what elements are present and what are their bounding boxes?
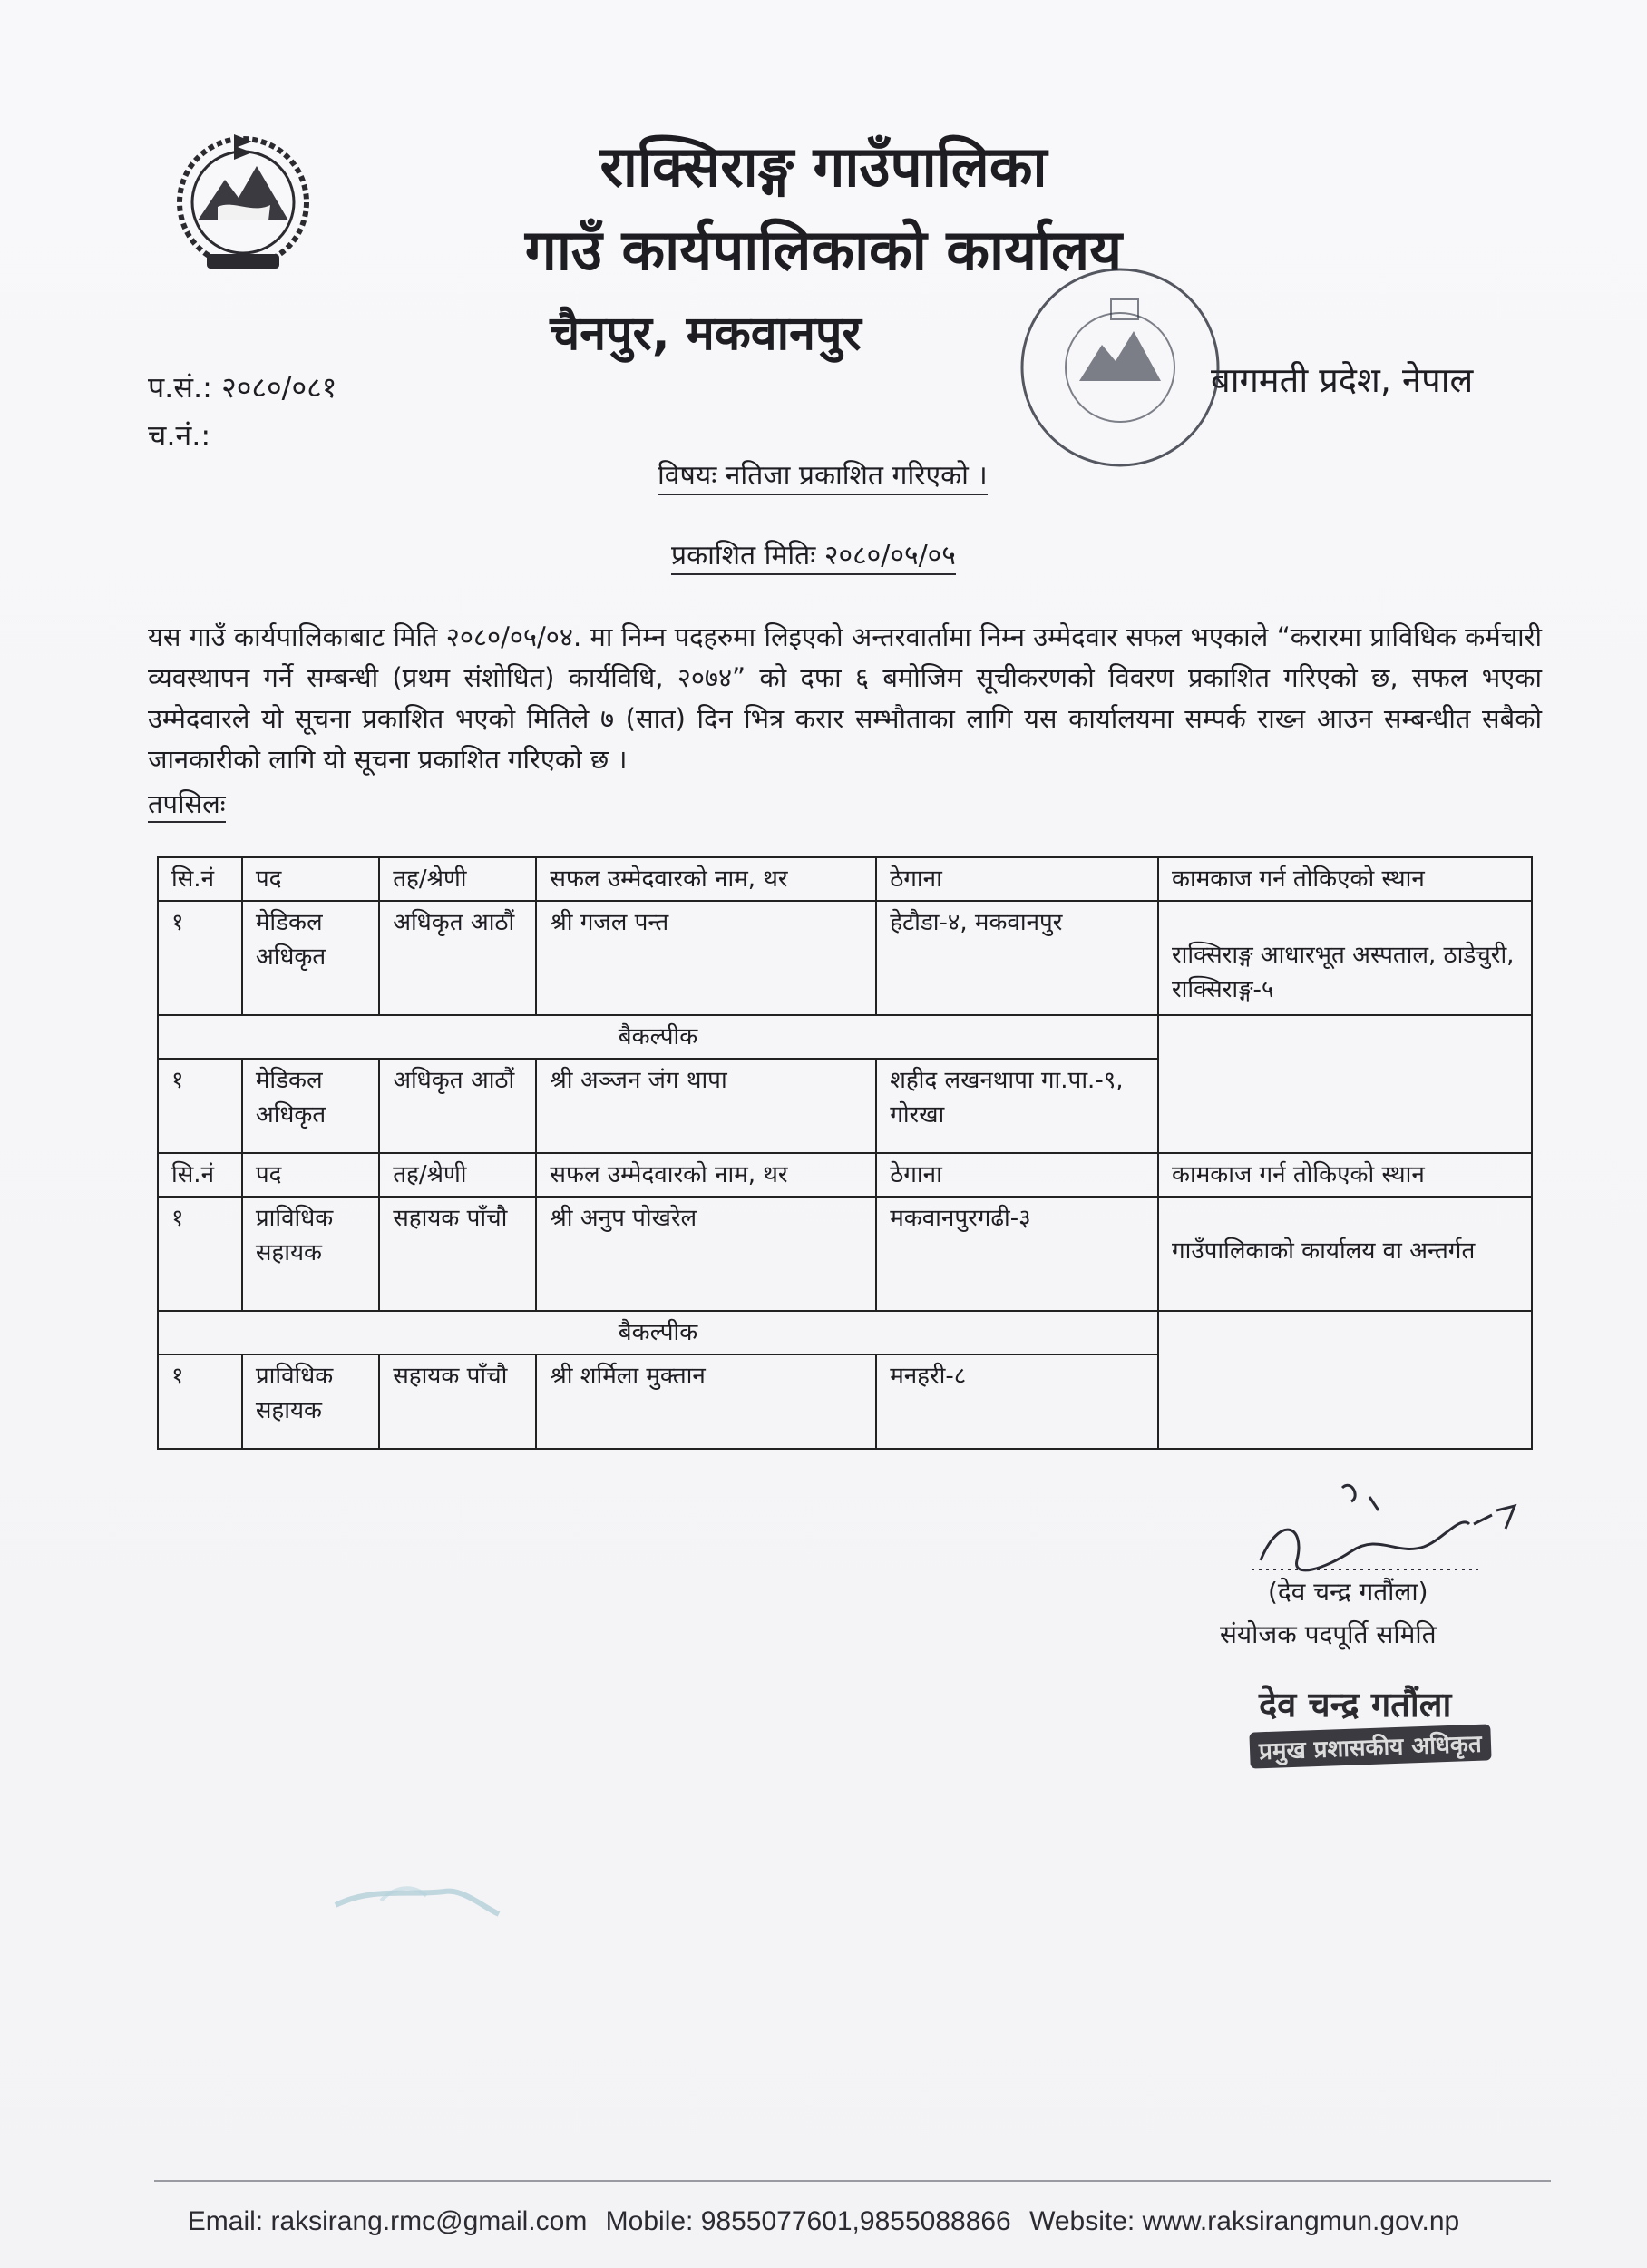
footer-contact <box>0 2206 1647 2237</box>
alternate-label-row: बैकल्पीक <box>158 1311 1532 1354</box>
table-row: १ मेडिकल अधिकृत अधिकृत आठौं श्री अञ्जन जंग थापा शहीद लखनथापा गा.पा.-९, गोरखा <box>158 1059 1532 1153</box>
reference-number: प.सं.: २०८०/०८१ <box>148 370 337 405</box>
notice-body: यस गाउँ कार्यपालिकाबाट मिति २०८०/०५/०४. मा निम्न पदहरुमा लिइएको अन्तरवार्तामा निम्न उम्मेदवार सफल भएकाले “करारमा प्राविधिक कर्मचारी व्यवस्थापन गर्ने सम्बन्धी (प्रथम संशोधित) कार्यविधि, २०७४” को दफा ६ बमोजिम सूचीकरणको विवरण प्रकाशित गरिएको छ, सफल भएका उम्मेदवारले यो सूचना प्रकाशित भएको मितिले ७ (सात) दिन भित्र करार सम्भौताका लागि यस कार्यालयमा सम्पर्क राख्न आउन सम्बन्धीत सबैको जानकारीको लागि यो सूचना प्रकाशित गरिएको छ । <box>148 621 1542 775</box>
table-row: १ प्राविधिक सहायक सहायक पाँचौ श्री शर्मिला मुक्तान मनहरी-८ <box>158 1354 1532 1449</box>
subject-line: विषयः नतिजा प्रकाशित गरिएको । <box>658 455 988 493</box>
table-row: १ मेडिकल अधिकृत अधिकृत आठौं श्री गजल पन्त हेटौडा-४, मकवानपुर राक्सिराङ्ग आधारभूत अस्पताल, ठाडेचुरी, राक्सिराङ्ग-५ <box>158 901 1532 1015</box>
table-row: १ प्राविधिक सहायक सहायक पाँचौ श्री अनुप पोखरेल मकवानपुरगढी-३ गाउँपालिकाको कार्यालय वा अन्तर्गत <box>158 1197 1532 1311</box>
office-address: चैनपुर, मकवानपुर <box>550 307 862 361</box>
stamp-title: प्रमुख प्रशासकीय अधिकृत <box>1249 1724 1491 1768</box>
results-table <box>157 856 1533 1450</box>
alternate-label-row: बैकल्पीक <box>158 1015 1532 1059</box>
footer-email: Email: raksirang.rmc@gmail.com <box>187 2206 588 2236</box>
details-label: तपसिलः <box>148 786 226 823</box>
ink-smudge-icon <box>326 1869 508 1932</box>
work-location: गाउँपालिकाको कार्यालय वा अन्तर्गत <box>1158 1197 1532 1311</box>
office-title-line2: गाउँ कार्यपालिकाको कार्यालय <box>524 217 1123 283</box>
signatory-name: (देव चन्द्र गतौंला) <box>1268 1577 1428 1607</box>
published-date: प्रकाशित मितिः २०८०/०५/०५ <box>671 535 956 572</box>
work-location: राक्सिराङ्ग आधारभूत अस्पताल, ठाडेचुरी, राक्सिराङ्ग-५ <box>1158 901 1532 1015</box>
dispatch-number: च.नं.: <box>148 418 211 453</box>
province-text: बागमती प्रदेश, नेपाल <box>1211 360 1474 400</box>
stamp-name: देव चन्द्र गतौंला <box>1259 1685 1452 1725</box>
office-title-line1: राक्सिराङ्ग गाउँपालिका <box>599 133 1048 200</box>
footer-divider <box>154 2180 1551 2182</box>
table-header-row: सि.नं पद तह/श्रेणी सफल उम्मेदवारको नाम, थर ठेगाना कामकाज गर्न तोकिएको स्थान <box>158 857 1532 901</box>
signatory-role: संयोजक पदपूर्ति समिति <box>1220 1619 1437 1649</box>
office-seal-icon <box>1016 263 1224 472</box>
footer-mobile: Mobile: 9855077601,9855088866 <box>605 2206 1011 2236</box>
footer-website: Website: www.raksirangmun.gov.np <box>1029 2206 1460 2236</box>
table-header-row: सि.नं पद तह/श्रेणी सफल उम्मेदवारको नाम, थर ठेगाना कामकाज गर्न तोकिएको स्थान <box>158 1153 1532 1197</box>
